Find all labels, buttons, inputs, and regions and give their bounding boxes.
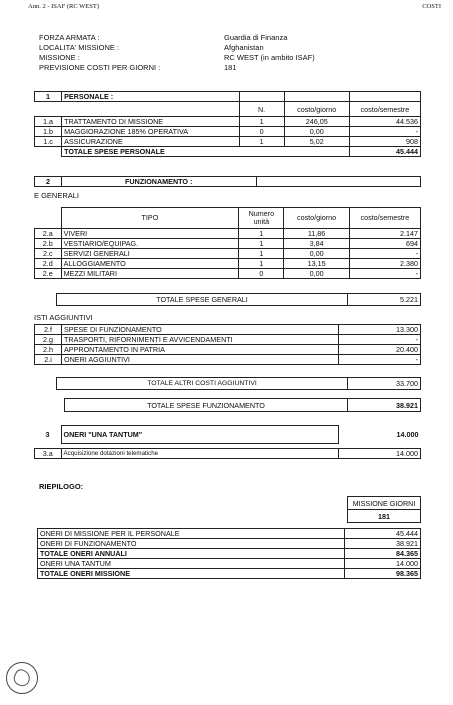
row-sem: 694 (349, 238, 420, 248)
row-sem: 14.000 (338, 449, 421, 459)
row-day: 0,00 (284, 248, 349, 258)
row-day: 13,15 (284, 258, 349, 268)
row-sem: 20.400 (339, 345, 421, 355)
section-title: ONERI "UNA TANTUM" (61, 426, 338, 444)
row-day: 246,05 (284, 117, 349, 127)
info-values (224, 33, 315, 73)
total-value: 38.921 (348, 399, 421, 412)
table-row (35, 268, 421, 278)
row-n: 1 (239, 248, 284, 258)
row-value: 14.000 (345, 559, 421, 569)
missione-giorni-box (347, 496, 421, 523)
row-label: ONERI AGGIUNTIVI (62, 355, 339, 365)
costi-label: COSTI (422, 3, 441, 10)
row-sem: - (349, 127, 420, 137)
col-header-line: Numero (248, 208, 275, 218)
row-n: 1 (239, 258, 284, 268)
table-row (35, 238, 421, 248)
row-n: 1 (239, 137, 284, 147)
info-value: Guardia di Finanza (224, 33, 288, 42)
row-n: 0 (239, 268, 284, 278)
row-label: APPRONTAMENTO IN PATRIA (62, 345, 339, 355)
row-label: Acquisizione dotazioni telematiche (61, 449, 338, 459)
costi-aggiuntivi-table (34, 324, 421, 365)
info-label: MISSIONE : (39, 53, 80, 62)
info-value: RC WEST (in ambito ISAF) (224, 53, 315, 62)
total-value: 5.221 (348, 294, 421, 306)
spese-generali-table (34, 207, 421, 279)
info-labels (39, 33, 160, 73)
col-header: costo/semestre (349, 208, 420, 229)
row-label: ALLOGGIAMENTO (61, 258, 239, 268)
row-value: 45.444 (345, 529, 421, 539)
table-row (35, 345, 421, 355)
row-code: 2.a (35, 228, 62, 238)
total-label: TOTALE ALTRI COSTI AGGIUNTIVI (57, 378, 348, 390)
row-code: 2.i (35, 355, 62, 365)
info-value: 181 (224, 63, 237, 72)
row-label: SERVIZI GENERALI (61, 248, 239, 258)
row-code: 2.d (35, 258, 62, 268)
table-row (35, 325, 421, 335)
row-sem: 2.147 (349, 228, 420, 238)
riepilogo-table (37, 528, 421, 579)
section-number: 3 (45, 430, 50, 439)
totale-generali (56, 293, 421, 306)
info-value: Afghanistan (224, 43, 264, 52)
info-label: PREVISIONE COSTI PER GIORNI : (39, 63, 161, 72)
info-label: LOCALITA' MISSIONE : (39, 43, 120, 52)
table-row (35, 127, 421, 137)
table-row (35, 258, 421, 268)
section-number: 1 (35, 92, 62, 102)
col-header: TIPO (61, 208, 239, 229)
row-n: 0 (239, 127, 284, 137)
row-sem: 13.300 (339, 325, 421, 335)
row-label: ONERI DI MISSIONE PER IL PERSONALE (38, 529, 345, 539)
row-n: 1 (239, 228, 284, 238)
row-code: 2.f (35, 325, 62, 335)
section-title: PERSONALE : (62, 92, 239, 102)
col-header: costo/semestre (349, 102, 420, 117)
row-sem: - (339, 355, 421, 365)
row-sem: - (349, 268, 420, 278)
sub-heading: E GENERALI (34, 191, 80, 200)
row-label: MAGGIORAZIONE 185% OPERATIVA (62, 127, 239, 137)
seal-stamp (6, 662, 38, 694)
total-value: 45.444 (349, 147, 420, 157)
funzionamento-title (34, 176, 421, 187)
table-row (38, 569, 421, 579)
section-number: 2 (35, 177, 62, 187)
total-value: 33.700 (348, 378, 421, 390)
table-row (38, 549, 421, 559)
row-label: VESTIARIO/EQUIPAG. (61, 238, 239, 248)
row-day: 0,00 (284, 268, 349, 278)
col-header: costo/giorno (284, 208, 349, 229)
row-label: TOTALE ONERI MISSIONE (38, 569, 345, 579)
col-header (239, 208, 284, 229)
row-label: TRASPORTI, RIFORNIMENTI E AVVICENDAMENTI (62, 335, 339, 345)
info-label: FORZA ARMATA : (39, 33, 100, 42)
row-value: 98.365 (345, 569, 421, 579)
row-day: 3,84 (284, 238, 349, 248)
riepilogo-title: RIEPILOGO: (39, 482, 84, 491)
total-value: 14.000 (396, 430, 419, 439)
row-n: 1 (239, 117, 284, 127)
col-header: MISSIONE GIORNI (348, 497, 421, 510)
sub-heading: ISTI AGGIUNTIVI (34, 313, 93, 322)
col-header: costo/giorno (284, 102, 349, 117)
table-row (35, 248, 421, 258)
section-title: FUNZIONAMENTO : (61, 177, 256, 187)
table-row (35, 137, 421, 147)
table-row (38, 539, 421, 549)
row-code: 2.g (35, 335, 62, 345)
total-label: TOTALE SPESE FUNZIONAMENTO (65, 399, 348, 412)
row-label: ONERI UNA TANTUM (38, 559, 345, 569)
row-day: 11,86 (284, 228, 349, 238)
row-sem: 908 (349, 137, 420, 147)
annex-label: Ann. 2 - ISAF (RC WEST) (28, 3, 100, 10)
personale-table (34, 91, 421, 157)
row-code: 1.c (35, 137, 62, 147)
table-row (35, 335, 421, 345)
row-label: TRATTAMENTO DI MISSIONE (62, 117, 239, 127)
totale-funzionamento (64, 398, 421, 412)
row-label: ONERI DI FUNZIONAMENTO (38, 539, 345, 549)
table-row (38, 529, 421, 539)
row-label: SPESE DI FUNZIONAMENTO (62, 325, 339, 335)
row-code: 1.a (35, 117, 62, 127)
row-sem: 2.380 (349, 258, 420, 268)
col-header-line: unità (253, 216, 270, 226)
table-row (35, 449, 421, 459)
row-code: 2.c (35, 248, 62, 258)
row-value: 38.921 (345, 539, 421, 549)
row-sem: - (349, 248, 420, 258)
table-row (35, 355, 421, 365)
row-n: 1 (239, 238, 284, 248)
row-label: MEZZI MILITARI (61, 268, 239, 278)
table-row (38, 559, 421, 569)
row-code: 2.h (35, 345, 62, 355)
row-day: 0,00 (284, 127, 349, 137)
row-label: VIVERI (61, 228, 239, 238)
una-tantum-table (34, 425, 421, 459)
row-value: 84.365 (345, 549, 421, 559)
table-row (35, 117, 421, 127)
total-label: TOTALE SPESE GENERALI (57, 294, 348, 306)
row-label: TOTALE ONERI ANNUALI (38, 549, 345, 559)
row-day: 5,02 (284, 137, 349, 147)
row-label: ASSICURAZIONE (62, 137, 239, 147)
col-header: N. (239, 102, 284, 117)
row-code: 3.a (35, 449, 62, 459)
table-row (35, 228, 421, 238)
row-sem: - (339, 335, 421, 345)
row-code: 2.b (35, 238, 62, 248)
row-sem: 44.536 (349, 117, 420, 127)
row-code: 2.e (35, 268, 62, 278)
days-value: 181 (348, 510, 421, 523)
row-code: 1.b (35, 127, 62, 137)
total-label: TOTALE SPESE PERSONALE (62, 147, 350, 157)
totale-aggiuntivi (56, 377, 421, 390)
